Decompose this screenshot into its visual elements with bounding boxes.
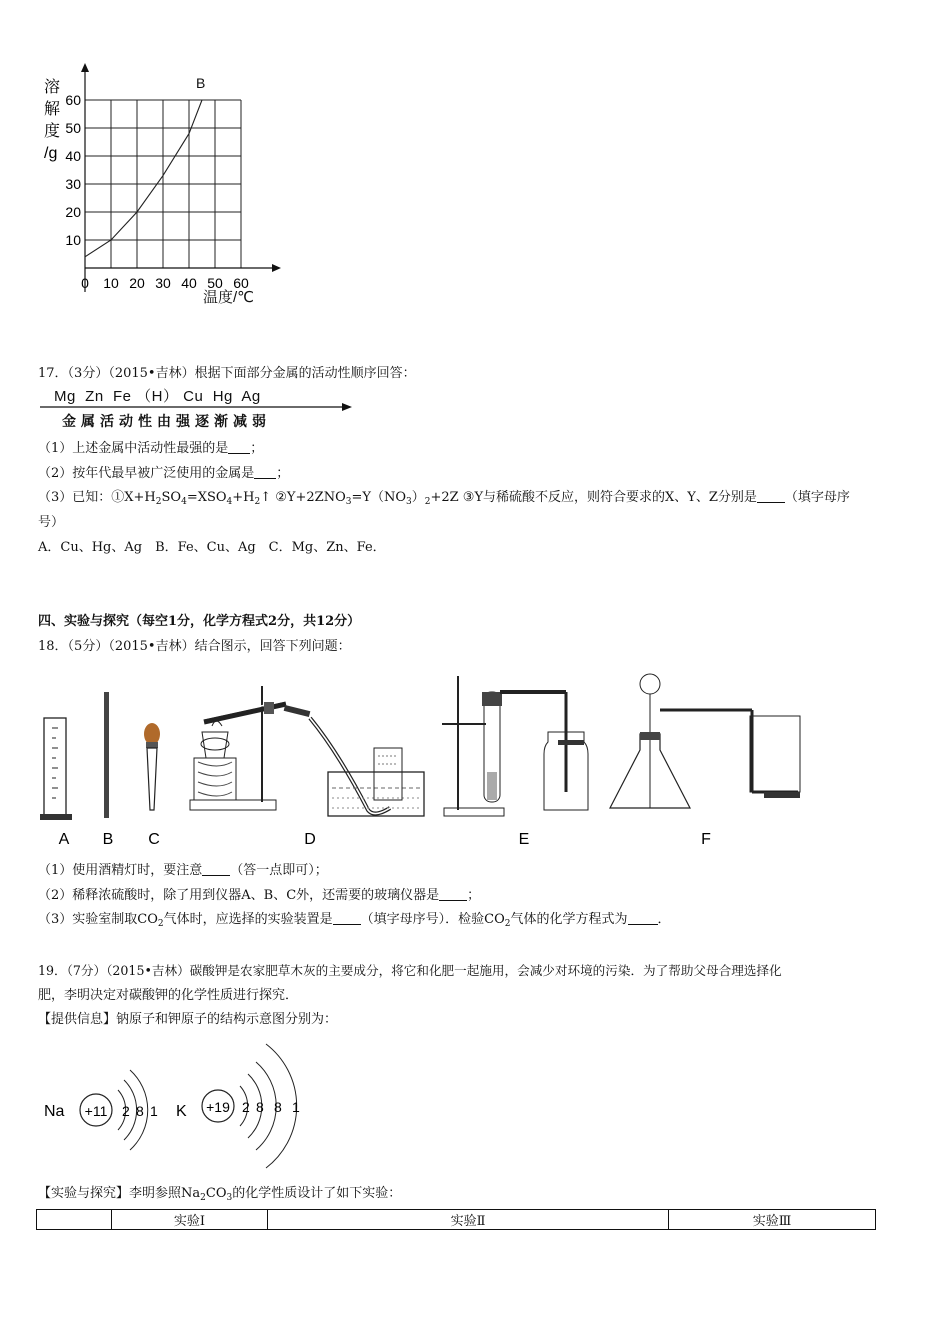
apparatus-c-dropper [144, 723, 160, 810]
apparatus-label: A [58, 831, 70, 848]
apparatus-figure [38, 662, 818, 854]
activity-series-text: Mg Zn Fe （H） Cu Hg Ag [54, 388, 261, 405]
potassium-shell-1: 2 [242, 1099, 250, 1115]
table-header-cell: 实验Ⅱ [268, 1210, 669, 1230]
answer-blank[interactable] [254, 466, 276, 479]
q19-line2: 肥，李明决定对碳酸钾的化学性质进行探究． [38, 988, 299, 1003]
x-tick-label: 10 [103, 275, 119, 291]
x-axis-arrow [272, 264, 281, 272]
y-tick-label: 60 [65, 92, 81, 108]
answer-blank[interactable] [628, 912, 658, 925]
q18-header: 18．（5分）（2015•吉林）结合图示，回答下列问题： [38, 639, 351, 654]
sodium-nucleus-charge: +11 [84, 1103, 108, 1119]
y-axis-label-char: /g [44, 145, 58, 162]
atom-diagrams [38, 1032, 318, 1182]
answer-blank[interactable] [333, 912, 361, 925]
potassium-shell-3: 8 [274, 1099, 282, 1115]
answer-blank[interactable] [439, 888, 467, 901]
activity-arrow-label: 金属活动性由强逐渐减弱 [62, 414, 271, 430]
series-line-b [85, 100, 202, 257]
y-tick-label: 40 [65, 148, 81, 164]
answer-blank[interactable] [228, 441, 250, 454]
answer-blank[interactable] [757, 490, 785, 503]
q17-part3-cont: 号） [38, 515, 65, 530]
y-tick-label: 30 [65, 176, 81, 192]
apparatus-e-test-tube-setup [442, 676, 588, 816]
x-tick-label: 20 [129, 275, 145, 291]
sodium-atom-diagram [44, 1070, 158, 1150]
apparatus-label: E [518, 831, 530, 848]
y-axis-label-char: 解 [44, 101, 61, 118]
section-heading: 四、实验与探究（每空1分，化学方程式2分，共12分） [38, 614, 361, 629]
q17-part1: （1）上述金属中活动性最强的是 ； [38, 441, 264, 456]
x-tick-label: 30 [155, 275, 171, 291]
sodium-shell-1: 2 [122, 1103, 130, 1119]
answer-blank[interactable] [202, 863, 230, 876]
x-tick-label: 0 [81, 275, 89, 291]
y-tick-label: 50 [65, 120, 81, 136]
solubility-chart [38, 60, 288, 310]
x-axis-label: 温度/℃ [203, 289, 255, 306]
q19-line1: 19．（7分）（2015•吉林）碳酸钾是农家肥草木灰的主要成分，将它和化肥一起施用，会减少对环境的污染．为了帮助父母合理选择化 [38, 963, 782, 978]
q17-header: 17．（3分）（2015•吉林）根据下面部分金属的活动性顺序回答： [38, 366, 416, 381]
table-header-cell [37, 1210, 112, 1230]
q17-part2: （2）按年代最早被广泛使用的金属是 ； [38, 466, 290, 481]
potassium-shell-4: 1 [292, 1099, 300, 1115]
apparatus-label: B [102, 831, 114, 848]
q18-part2: （2）稀释浓硫酸时，除了用到仪器A、B、C外，还需要的玻璃仪器是 ； [38, 888, 481, 903]
q17-options: A．Cu、Hg、Ag B．Fe、Cu、Ag C．Mg、Zn、Fe． [38, 540, 386, 555]
apparatus-d-heating-setup [190, 686, 424, 816]
sodium-shell-2: 8 [136, 1103, 144, 1119]
potassium-atom-diagram [176, 1044, 300, 1168]
sodium-symbol: Na [44, 1103, 65, 1120]
table-header-cell: 实验Ⅲ [669, 1210, 876, 1230]
x-tick-label: 60 [233, 275, 249, 291]
apparatus-f-flask-setup [610, 674, 800, 808]
potassium-nucleus-charge: +19 [206, 1099, 230, 1115]
table-header-cell: 实验Ⅰ [112, 1210, 268, 1230]
table-header-row [37, 1210, 876, 1230]
q17-part3: （3）已知：$①X+H_2SO_4=XSO_4+H_2↑$ $②Y+2ZNO_3=Y(NO_3)_2+2Z$ ③Y与稀硫酸不反应，则符合要求的X、Y、Z分别是 （填字母序 [38, 490, 850, 507]
potassium-symbol: K [176, 1103, 187, 1120]
y-tick-label: 10 [65, 232, 81, 248]
x-tick-label: 50 [207, 275, 223, 291]
apparatus-b-glass-rod [104, 692, 109, 818]
potassium-shell-2: 8 [256, 1099, 264, 1115]
series-label-b: B [196, 75, 206, 91]
y-axis-label-char: 度 [44, 123, 61, 140]
y-tick-label: 20 [65, 204, 81, 220]
q18-part1: （1）使用酒精灯时，要注意 （答一点即可）； [38, 863, 328, 878]
sodium-shell-3: 1 [150, 1103, 158, 1119]
q18-part3: （3）实验室制取$CO_2$气体时，应选择的实验装置是 （填字母序号）．检验$CO_2$气体的化学方程式为 ． [38, 912, 671, 929]
apparatus-label: D [304, 831, 316, 848]
apparatus-label: C [148, 831, 160, 848]
experiment-table [36, 1209, 876, 1230]
q19-info: 【提供信息】钠原子和钾原子的结构示意图分别为： [38, 1012, 338, 1027]
y-axis-arrow [81, 63, 89, 72]
apparatus-a-graduated-cylinder [40, 718, 72, 820]
chart-grid [85, 100, 241, 268]
y-axis-label-char: 溶 [44, 79, 61, 96]
apparatus-label: F [701, 831, 711, 848]
q19-explore: 【实验与探究】李明参照$Na_2CO_3$的化学性质设计了如下实验： [38, 1186, 402, 1203]
x-tick-label: 40 [181, 275, 197, 291]
